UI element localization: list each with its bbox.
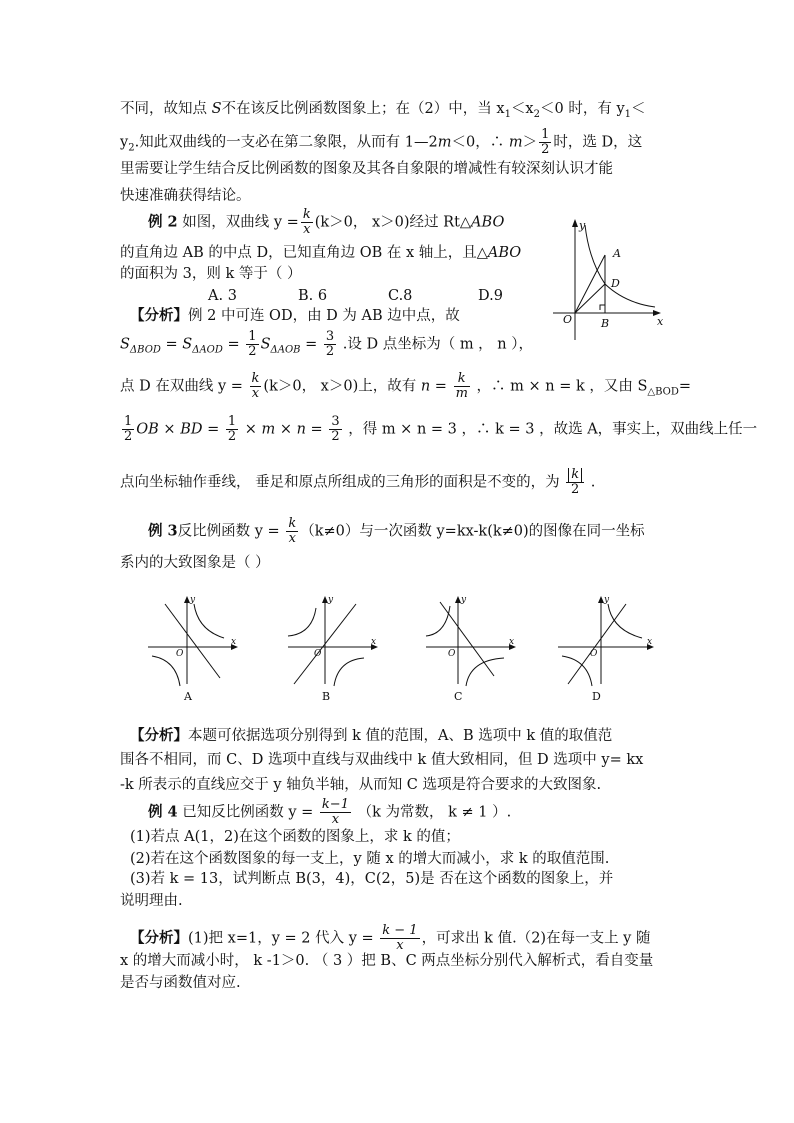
- text-line: 的面积为 3，则 k 等于（ ）: [120, 266, 302, 282]
- svg-text:x: x: [231, 637, 237, 647]
- graph-a-label: A: [184, 690, 192, 703]
- text-line: (2)若在这个函数图象的每一支上，y 随 x 的增大而减小，求 k 的取值范围.: [130, 851, 610, 867]
- fig2-y-label: y: [579, 219, 586, 232]
- example-2-question: 例 2 如图，双曲线 y = $\frac{k}{x}$ (k＞0， x＞0)经过 Rt△ABO: [148, 207, 505, 237]
- svg-text:x: x: [371, 637, 377, 647]
- svg-text:x: x: [647, 637, 653, 647]
- svg-text:O: O: [176, 649, 184, 659]
- example-4-question: 例 4 已知反比例函数 y = $\frac{k-1}{x}$ （k 为常数， k ≠ 1 ）.: [148, 797, 512, 827]
- text-line: $y_2$.知此双曲线的一支必在第二象限，从而有 1—2m＜0，∴ m＞ $\frac{1}{2}$ 时，选 D，这: [120, 127, 643, 157]
- graph-c: [426, 596, 516, 686]
- example-2-figure: [545, 215, 675, 345]
- svg-text:O: O: [590, 649, 598, 659]
- svg-text:y: y: [190, 595, 196, 605]
- graph-b-label: B: [322, 690, 331, 703]
- graph-b: [288, 596, 378, 686]
- svg-text:O: O: [314, 649, 322, 659]
- formula-line: 点 D 在双曲线 y = $\frac{k}{x}$ (k＞0， x＞0)上，故有 n = $\frac{k}{m}$ ，∴ m × n = k ，又由 $S_{\triangle BOD}=$: [120, 371, 691, 401]
- svg-text:y: y: [328, 595, 334, 605]
- fig2-point-b: B: [601, 317, 610, 330]
- text-line: (3)若 k = 13，试判断点 B(3，4)，C(2，5)是 否在这个函数的图象上，并: [130, 871, 614, 887]
- text-line: 系内的大致图象是（ ）: [120, 555, 270, 571]
- fig2-point-d: D: [611, 277, 620, 290]
- svg-text:x: x: [509, 637, 515, 647]
- svg-text:y: y: [604, 595, 610, 605]
- example-3-graphs: [140, 592, 660, 714]
- text-line: x 的增大而减小时， k -1＞0. （ 3 ）把 B、C 两点坐标分别代入解析式，看自变量: [120, 953, 654, 969]
- formula-line: $\frac{1}{2}$ OB × BD = $\frac{1}{2}$ × m × n = $\frac{3}{2}$ ，得 m × n = 3 ，∴ k = 3 ，故选 A，事实上，双曲线上任一: [124, 414, 758, 444]
- text-line: 不同，故知点 S不在该反比例函数图象上；在（2）中，当 $x_1<x_2<0$ 时，有 $y_1<$: [120, 101, 646, 120]
- text-line: 的直角边 AB 的中点 D，已知直角边 OB 在 x 轴上，且△ABO: [120, 245, 522, 261]
- graph-d: [558, 596, 654, 686]
- formula-line: 点向坐标轴作垂线， 垂足和原点所组成的三角形的面积是不变的，为 $\frac{k}{2}$ .: [120, 467, 596, 497]
- text-line: 【分析】(1)把 x=1，y = 2 代入 y = $\frac{k - 1}{x}$ ，可求出 k 值.（2)在每一支上 y 随: [130, 923, 651, 953]
- fig2-x-label: x: [657, 315, 664, 328]
- formula-line: $S_{\Delta BOD} = S_{\Delta AOD}$ = $\frac{1}{2}$ $S_{\Delta AOB}$ = $\frac{3}{2}$ .设 D 点坐标为（ m ， n ），: [120, 329, 533, 359]
- text-line: 说明理由.: [120, 893, 183, 909]
- text-line: 快速准确获得结论。: [120, 188, 251, 204]
- fig2-point-a: A: [613, 247, 621, 260]
- svg-text:y: y: [461, 595, 467, 605]
- fig2-origin: O: [563, 313, 573, 326]
- text-line: (1)若点 A(1，2)在这个函数的图象上，求 k 的值；: [130, 829, 460, 845]
- text-line: 围各不相同，而 C、D 选项中直线与双曲线中 k 值大致相同，但 D 选项中 y= kx: [120, 752, 644, 768]
- text-line: 是否与函数值对应.: [120, 975, 241, 991]
- graph-d-label: D: [592, 690, 601, 703]
- example-2-options: A. 3 B. 6 C.8 D.9: [208, 288, 503, 304]
- text-line: -k 所表示的直线应交于 y 轴负半轴，从而知 C 选项是符合要求的大致图象.: [120, 777, 602, 793]
- example-3-question: 例 3反比例函数 y = $\frac{k}{x}$ （k≠0）与一次函数 y=kx-k(k≠0)的图像在同一坐标: [148, 516, 645, 546]
- svg-text:O: O: [448, 649, 456, 659]
- text-line: 【分析】本题可依据选项分别得到 k 值的范围，A、B 选项中 k 值的取值范: [130, 727, 613, 744]
- graph-a: [148, 596, 238, 686]
- graph-c-label: C: [454, 690, 463, 703]
- text-line: 里需要让学生结合反比例函数的图象及其各自象限的增减性有较深刻认识才能: [120, 161, 613, 177]
- text-line: 【分析】例 2 中可连 OD，由 D 为 AB 边中点，故: [130, 307, 460, 324]
